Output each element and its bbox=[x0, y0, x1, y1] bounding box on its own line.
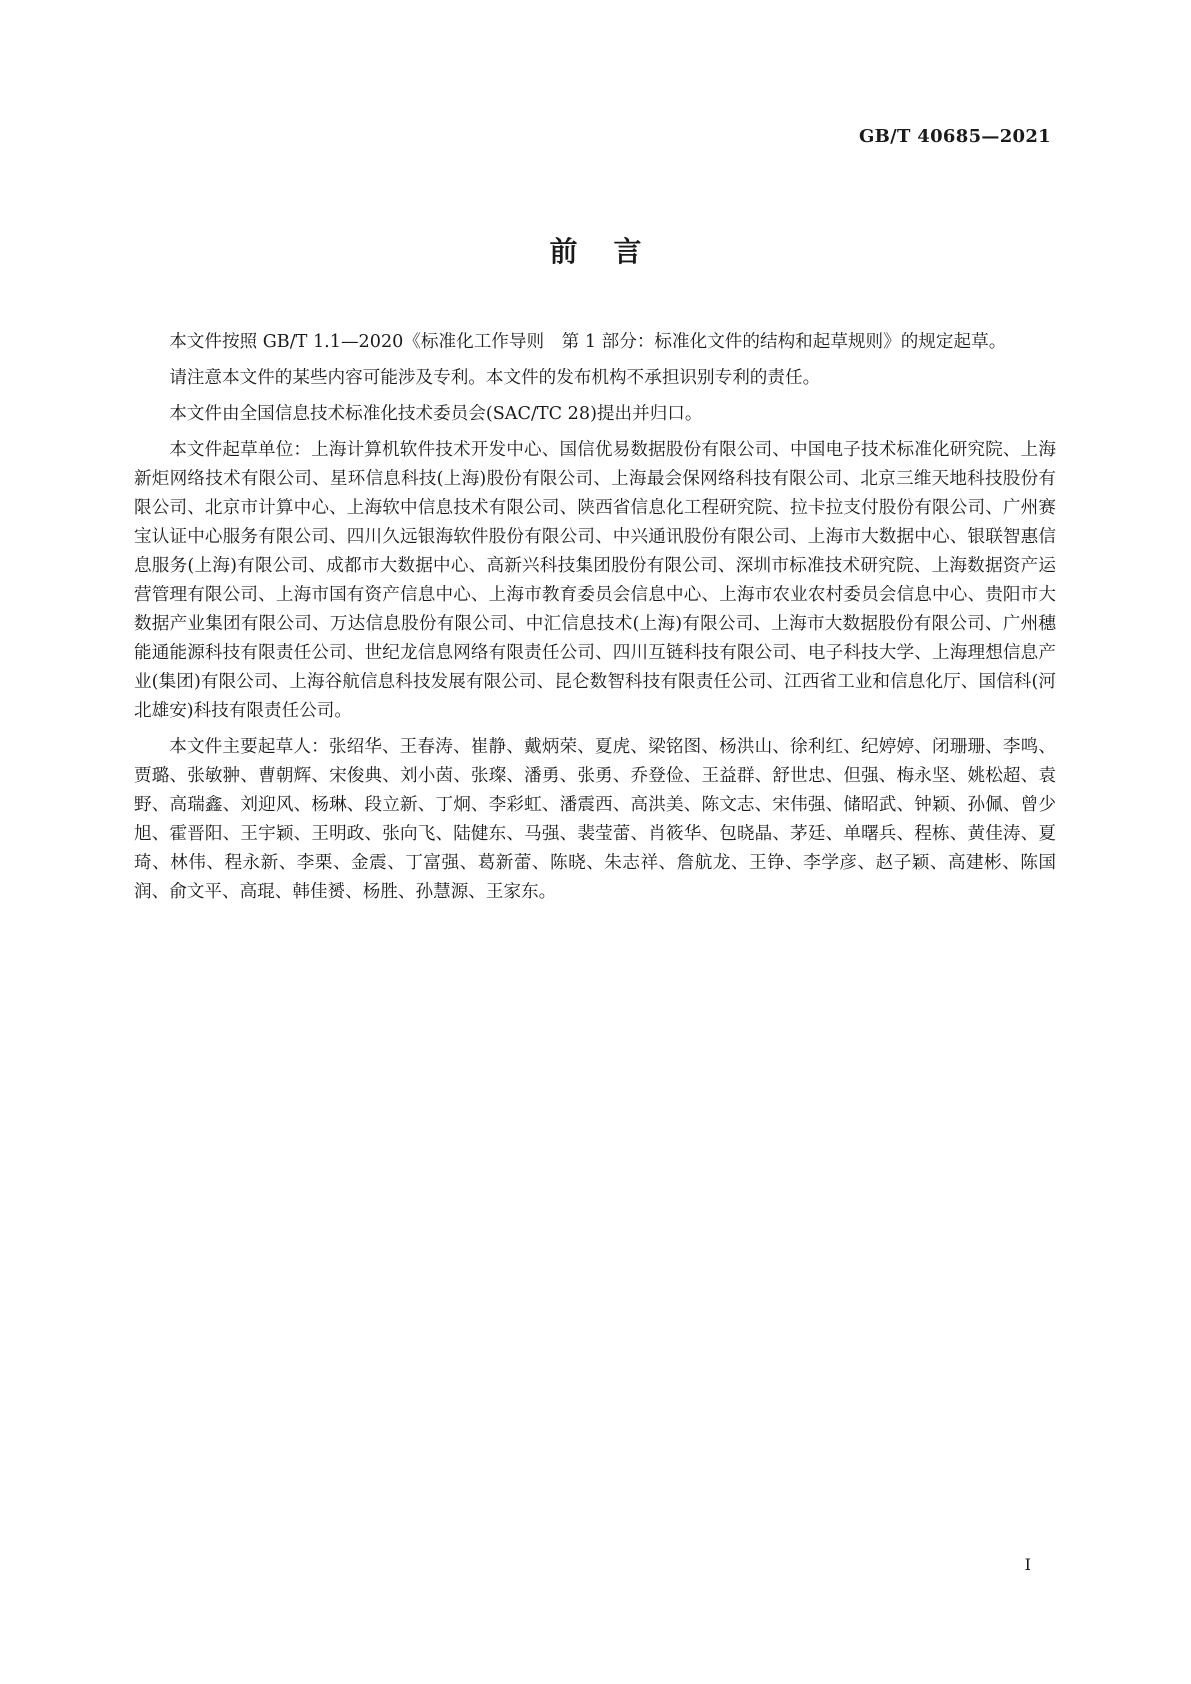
page-number: I bbox=[1024, 1555, 1031, 1574]
paragraph-committee: 本文件由全国信息技术标准化技术委员会(SAC/TC 28)提出并归口。 bbox=[169, 404, 703, 424]
paragraph-drafting-units: 本文件起草单位：上海计算机软件技术开发中心、国信优易数据股份有限公司、中国电子技术标准化研究院、上海新炬网络技术有限公司、星环信息科技(上海)股份有限公司、上海最会保网络科技有限公司、北京三维天地科技股份有限公司、北京市计算中心、上海软中信息技术有限公司、陕西省信息化工程研究院、拉卡拉支付股份有限公司、广州赛宝认证中心服务有限公司、四川久远银海软件股份有限公司、中兴通讯股份有限公司、上海市大数据中心、银联智惠信息服务(上海)有限公司、成都市大数据中心、高新兴科技集团股份有限公司、深圳市标准技术研究院、上海数据资产运营管理有限公司、上海市国有资产信息中心、上海市教育委员会信息中心、上海市农业农村委员会信息中心、贵阳市大数据产业集团有限公司、万达信息股份有限公司、中汇信息技术(上海)有限公司、上海市大数据股份有限公司、广州穗能通能源科技有限责任公司、世纪龙信息网络有限责任公司、四川互链科技有限公司、电子科技大学、上海理想信息产业(集团)有限公司、上海谷航信息科技发展有限公司、昆仑数智科技有限责任公司、江西省工业和信息化厅、国信科(河北雄安)科技有限责任公司。 bbox=[134, 440, 1056, 721]
paragraph-drafters: 本文件主要起草人：张绍华、王春涛、崔静、戴炳荣、夏虎、梁铭图、杨洪山、徐利红、纪婷婷、闭珊珊、李鸣、贾璐、张敏翀、曹朝辉、宋俊典、刘小茵、张璨、潘勇、张勇、乔登俭、王益群、舒世忠、但强、梅永坚、姚松超、袁野、高瑞鑫、刘迎风、杨琳、段立新、丁炯、李彩虹、潘震西、高洪美、陈文志、宋伟强、储昭武、钟颖、孙佩、曾少旭、霍晋阳、王宇颖、王明政、张向飞、陆健东、马强、裴莹蕾、肖筱华、包晓晶、茅廷、单曙兵、程栋、黄佳涛、夏琦、林伟、程永新、李栗、金震、丁富强、葛新蕾、陈晓、朱志祥、詹航龙、王铮、李学彦、赵子颖、高建彬、陈国润、俞文平、高琨、韩佳赟、杨胜、孙慧源、王家东。 bbox=[134, 737, 1056, 902]
page-title: 前言 bbox=[549, 235, 678, 268]
paragraph-drafting-rules: 本文件按照 GB/T 1.1—2020《标准化工作导则 第 1 部分：标准化文件的结构和起草规则》的规定起草。 bbox=[169, 332, 1007, 352]
paragraph-patent-notice: 请注意本文件的某些内容可能涉及专利。本文件的发布机构不承担识别专利的责任。 bbox=[169, 368, 821, 388]
foreword-body bbox=[134, 328, 1056, 914]
standard-number: GB/T 40685—2021 bbox=[858, 126, 1051, 147]
